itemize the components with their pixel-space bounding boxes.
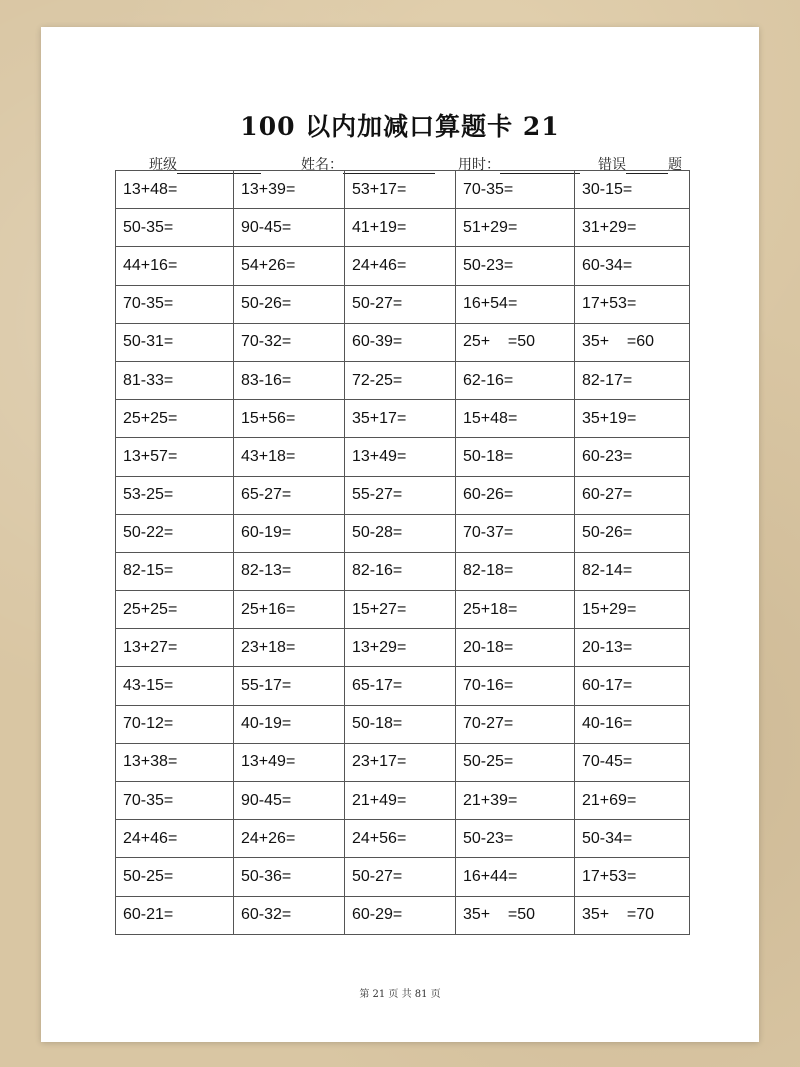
problem-cell: 43-15= [116,667,234,705]
problem-cell: 50-26= [575,514,690,552]
problem-cell: 41+19= [345,209,456,247]
class-label: 班级 [149,157,177,173]
table-row [116,591,690,629]
table-row [116,629,690,667]
problem-cell: 60-27= [575,476,690,514]
table-row [116,438,690,476]
problem-cell: 55-27= [345,476,456,514]
problem-cell: 35+ =60 [575,323,690,361]
problem-cell: 17+53= [575,285,690,323]
problem-cell: 70-16= [456,667,575,705]
problem-cell: 82-14= [575,552,690,590]
problem-cell: 50-27= [345,285,456,323]
problem-cell: 20-13= [575,629,690,667]
table-row [116,285,690,323]
error-suffix: 题 [668,157,682,173]
problem-cell: 25+18= [456,591,575,629]
problem-cell: 13+38= [116,743,234,781]
worksheet-page [41,27,759,1042]
problem-cell: 40-16= [575,705,690,743]
problem-cell: 70-12= [116,705,234,743]
problem-cell: 35+19= [575,400,690,438]
problem-cell: 81-33= [116,361,234,399]
problem-cell: 51+29= [456,209,575,247]
problem-cell: 60-34= [575,247,690,285]
problem-cell: 43+18= [234,438,345,476]
problem-cell: 50-28= [345,514,456,552]
problem-cell: 60-32= [234,896,345,934]
problem-cell: 83-16= [234,361,345,399]
problem-cell: 44+16= [116,247,234,285]
problem-cell: 30-15= [575,171,690,209]
problem-cell: 31+29= [575,209,690,247]
problem-cell: 50-18= [345,705,456,743]
table-row [116,209,690,247]
problem-cell: 15+56= [234,400,345,438]
problem-cell: 82-18= [456,552,575,590]
problem-cell: 70-27= [456,705,575,743]
problem-cell: 55-17= [234,667,345,705]
table-row [116,361,690,399]
table-row [116,743,690,781]
table-row [116,896,690,934]
problem-cell: 60-19= [234,514,345,552]
problem-cell: 23+18= [234,629,345,667]
problem-cell: 50-26= [234,285,345,323]
problem-cell: 70-37= [456,514,575,552]
problem-cell: 21+49= [345,782,456,820]
problem-cell: 13+29= [345,629,456,667]
problem-cell: 13+39= [234,171,345,209]
problem-cell: 35+ =70 [575,896,690,934]
problem-cell: 90-45= [234,209,345,247]
table-row [116,820,690,858]
table-row [116,858,690,896]
problem-cell: 60-21= [116,896,234,934]
problem-cell: 24+26= [234,820,345,858]
problem-cell: 35+17= [345,400,456,438]
problem-cell: 50-18= [456,438,575,476]
problem-cell: 82-16= [345,552,456,590]
problem-cell: 24+46= [345,247,456,285]
table-row [116,171,690,209]
problem-cell: 20-18= [456,629,575,667]
problem-cell: 72-25= [345,361,456,399]
problem-cell: 15+27= [345,591,456,629]
table-row [116,667,690,705]
problem-cell: 60-17= [575,667,690,705]
problem-cell: 60-23= [575,438,690,476]
problem-cell: 15+29= [575,591,690,629]
problem-cell: 50-25= [456,743,575,781]
problem-cell: 54+26= [234,247,345,285]
problem-cell: 40-19= [234,705,345,743]
error-label: 错误 [598,157,626,173]
problem-cell: 62-16= [456,361,575,399]
problem-cell: 24+46= [116,820,234,858]
problem-cell: 70-35= [116,285,234,323]
problem-cell: 50-35= [116,209,234,247]
problem-cell: 70-35= [456,171,575,209]
table-row [116,476,690,514]
problem-cell: 70-32= [234,323,345,361]
problem-cell: 50-34= [575,820,690,858]
problem-cell: 24+56= [345,820,456,858]
problem-cell: 82-13= [234,552,345,590]
problem-cell: 50-25= [116,858,234,896]
problem-cell: 13+57= [116,438,234,476]
table-row [116,323,690,361]
problem-cell: 17+53= [575,858,690,896]
table-row [116,514,690,552]
problem-cell: 53+17= [345,171,456,209]
problem-grid [115,170,690,935]
problem-cell: 13+49= [345,438,456,476]
problem-cell: 82-17= [575,361,690,399]
table-row [116,400,690,438]
problem-cell: 90-45= [234,782,345,820]
problem-cell: 50-22= [116,514,234,552]
table-row [116,782,690,820]
problem-cell: 50-23= [456,247,575,285]
time-label: 用时： [458,157,500,173]
problem-cell: 21+39= [456,782,575,820]
problem-cell: 25+25= [116,591,234,629]
problem-cell: 60-29= [345,896,456,934]
problem-cell: 16+54= [456,285,575,323]
problem-cell: 25+ =50 [456,323,575,361]
problem-cell: 21+69= [575,782,690,820]
problem-cell: 60-39= [345,323,456,361]
problem-cell: 13+48= [116,171,234,209]
problem-cell: 65-27= [234,476,345,514]
problem-cell: 25+25= [116,400,234,438]
problem-cell: 53-25= [116,476,234,514]
problem-cell: 50-36= [234,858,345,896]
problem-cell: 60-26= [456,476,575,514]
problem-cell: 15+48= [456,400,575,438]
worksheet-title: 100 以内加减口算题卡 21 [240,112,560,141]
problem-cell: 13+49= [234,743,345,781]
page-footer: 第 21 页 共 81 页 [359,989,441,1000]
problem-cell: 50-27= [345,858,456,896]
name-label: 姓名： [301,157,343,173]
problem-cell: 50-23= [456,820,575,858]
problem-cell: 16+44= [456,858,575,896]
problem-cell: 35+ =50 [456,896,575,934]
problem-cell: 50-31= [116,323,234,361]
table-row [116,552,690,590]
problem-cell: 70-45= [575,743,690,781]
problem-cell: 65-17= [345,667,456,705]
problem-cell: 70-35= [116,782,234,820]
table-row [116,705,690,743]
problem-cell: 13+27= [116,629,234,667]
problem-cell: 25+16= [234,591,345,629]
problem-cell: 23+17= [345,743,456,781]
table-row [116,247,690,285]
problem-cell: 82-15= [116,552,234,590]
